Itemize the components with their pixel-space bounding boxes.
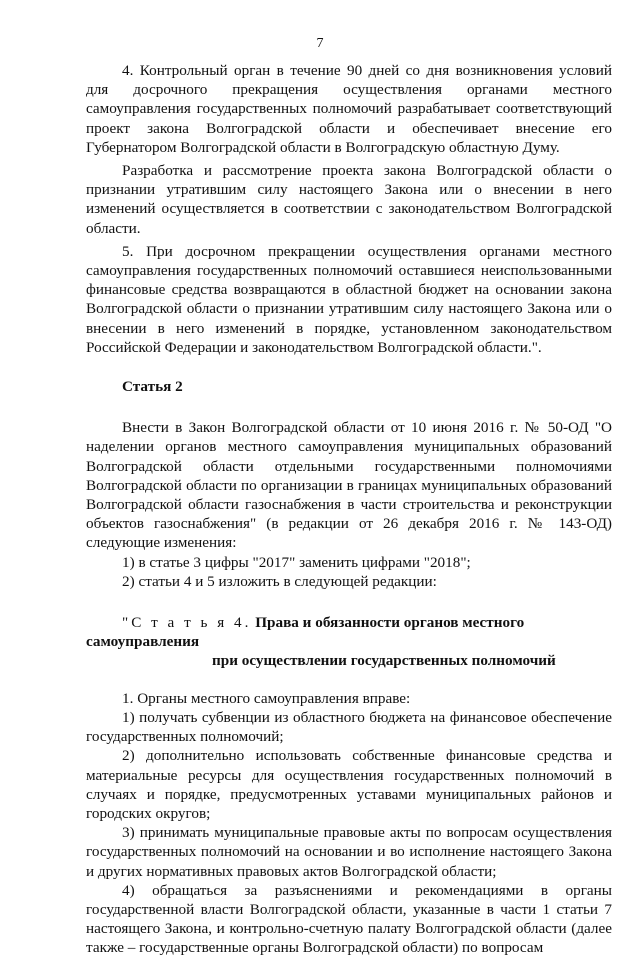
article-4-item-3: 3) принимать муниципальные правовые акты по вопросам осуществления государственных полномочий на основании и во исполнение настоящего Закона и других нормативных правовых актов Волгоградской области; [86,824,612,880]
article-4-body [86,689,612,958]
article-4-lead: 1. Органы местного самоуправления вправе: [122,689,411,707]
page-number: 7 [316,36,324,51]
article-4-item-1: 1) получать субвенции из областного бюджета на финансовое обеспечение государственных полномочий; [86,708,612,746]
article-2-item-2: 2) статьи 4 и 5 изложить в следующей редакции: [122,572,437,590]
article-4-item-2: 2) дополнительно использовать собственные финансовые средства и материальные ресурсы для осуществления государственных полномочий в случаях и порядке, предусмотренных уставами муниципальных районов и городских округов; [86,747,612,822]
article-4-prefix: "С т а т ь я 4. [122,614,252,632]
article-2-intro: Внести в Закон Волгоградской области от 10 июня 2016 г. № 50-ОД "О наделении органов местного самоуправления муниципальных образований Волгоградской области отдельными государственными полномочиями Волгоградской области по организации в границах муниципальных образований Волгоградской области газоснабжения в части строительства и реконструкции объектов газоснабжения" (в редакции от 26 декабря 2016 г. № 143-ОД) следующие изменения: [86,419,612,552]
article-4-title-line-1: Права и обязанности органов местного самоуправления [86,614,525,651]
article-4-item-4: 4) обращаться за разъяснениями и рекомендациями в органы государственной власти Волгоградской области, указанные в части 1 статьи 7 настоящего Закона, и контрольно-счетную палату Волгоградской области (далее также – государственные органы Волгоградской области) по вопросам [86,881,612,957]
article-2-heading: Статья 2 [122,378,183,396]
paragraph-control-body-term: 4. Контрольный орган в течение 90 дней со дня возникновения условий для досрочного прекращения осуществления органами местного самоуправления государственных полномочий разрабатывает соответствующий проект закона Волгоградской области и обеспечивает внесение его Губернатором Волгоградской области в Волгоградскую областную Думу. [86,62,612,156]
paragraph-draft-law-review: Разработка и рассмотрение проекта закона Волгоградской области о признании утратившим силу настоящего Закона или о внесении в него изменений осуществляется в соответствии с законодательством Волгоградской области. [86,162,612,237]
document-body [86,61,612,958]
article-4-title [86,613,612,671]
article-4-title-line-2: при осуществлении государственных полномочий [212,652,556,670]
paragraph-early-termination-funds: 5. При досрочном прекращении осуществления органами местного самоуправления государственных полномочий оставшиеся неиспользованными финансовые средства возвращаются в областной бюджет на основании закона Волгоградской области о признании утратившим силу настоящего Закона или о внесении в него изменений в порядке, установленном законодательством Российской Федерации и законодательством Волгоградской области.". [86,242,612,356]
article-2-item-1: 1) в статье 3 цифры "2017" заменить цифрами "2018"; [122,553,471,571]
